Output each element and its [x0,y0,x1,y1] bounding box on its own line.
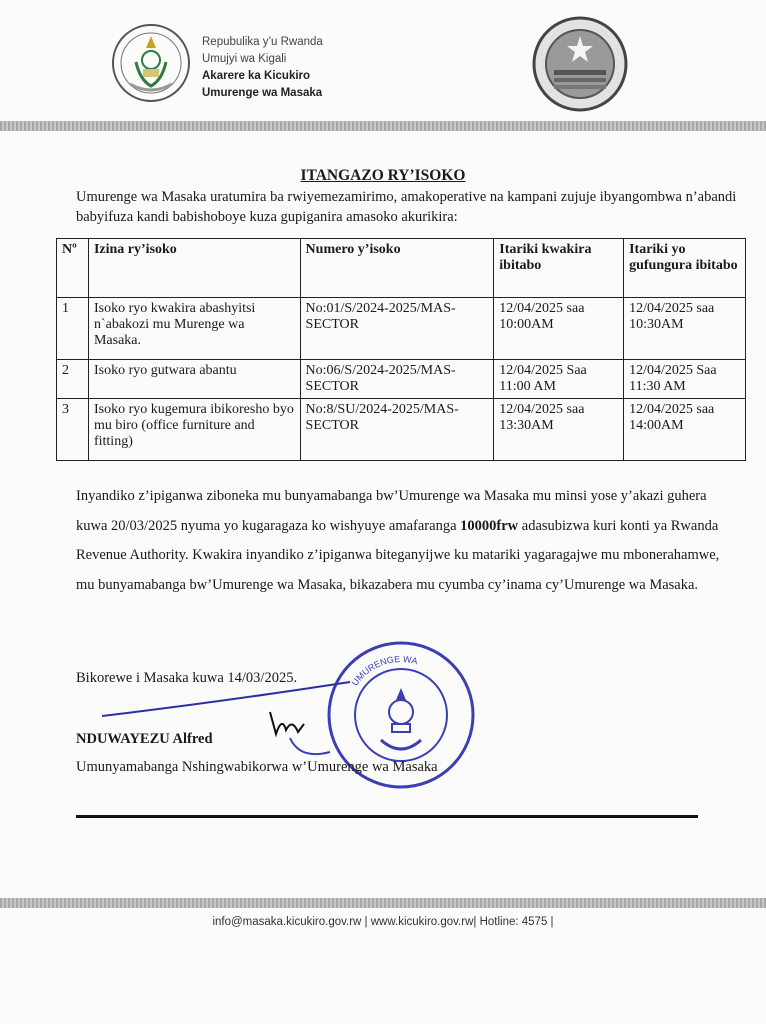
cell-number: 2 [57,360,89,399]
header-institution-text [202,34,323,102]
header-line-district: Akarere ka Kicukiro [202,70,311,82]
cell-submission-date: 12/04/2025 saa 13:30AM [494,399,624,461]
intro-paragraph: Umurenge wa Masaka uratumira ba rwiyemezamirimo, amakoperative na kampani zujuje ibyangombwa n’abandi babyifuza kandi babishoboye kuza gupiganira amasoko akurikira: [76,189,737,225]
header-line-country: Repubulika y’u Rwanda [202,36,323,48]
district-seal-logo [530,14,630,114]
cell-submission-date: 12/04/2025 saa 10:00AM [494,298,624,360]
cell-tender-name: Isoko ryo kugemura ibikoresho byo mu biro (office furniture and fitting) [88,399,300,461]
cell-tender-name: Isoko ryo kwakira abashyitsi n`abakozi mu Murenge wa Masaka. [88,298,300,360]
body-text-part1: Inyandiko z’ipiganwa ziboneka mu bunyamabanga bw’Umurenge wa Masaka mu minsi yose y’akazi guhera kuwa 20/03/2025 nyuma yo kugaragaza ko wishyuye amafaranga [76,488,707,534]
fee-amount: 10000frw [460,517,519,534]
table-header-row [57,239,746,298]
footer-divider-band [0,898,766,908]
cell-opening-date: 12/04/2025 saa 14:00AM [624,399,746,461]
signature-rule [76,815,698,818]
table-row [57,298,746,360]
col-header-tender-number: Numero y’isoko [300,239,494,298]
stamp-arc-text: UMURENGE WA [349,653,419,688]
cell-opening-date: 12/04/2025 saa 10:30AM [624,298,746,360]
issue-date-line: Bikorewe i Masaka kuwa 14/03/2025. [76,670,298,686]
col-header-tender-name: Izina ry’isoko [88,239,300,298]
tender-table [56,238,746,461]
page-title: ITANGAZO RY’ISOKO [300,167,466,184]
rwanda-coat-of-arms-logo [110,22,192,104]
table-row [57,360,746,399]
header-divider-band [0,121,766,131]
signer-name: NDUWAYEZU Alfred [76,731,213,747]
header-line-city: Umujyi wa Kigali [202,53,287,65]
body-paragraph [76,482,726,600]
col-header-opening-date: Itariki yo gufungura ibitabo [624,239,746,298]
cell-tender-name: Isoko ryo gutwara abantu [88,360,300,399]
col-header-number: Nº [57,239,89,298]
cell-tender-number: No:06/S/2024-2025/MAS-SECTOR [300,360,494,399]
col-header-submission-date: Itariki kwakira ibitabo [494,239,624,298]
cell-number: 1 [57,298,89,360]
cell-tender-number: No:8/SU/2024-2025/MAS-SECTOR [300,399,494,461]
footer-contact: info@masaka.kicukiro.gov.rw | www.kicukiro.gov.rw| Hotline: 4575 | [212,916,554,928]
cell-submission-date: 12/04/2025 Saa 11:00 AM [494,360,624,399]
signer-role: Umunyamabanga Nshingwabikorwa w’Umurenge wa Masaka [76,759,438,775]
header-line-sector: Umurenge wa Masaka [202,87,323,99]
cell-tender-number: No:01/S/2024-2025/MAS-SECTOR [300,298,494,360]
table-row [57,399,746,461]
cell-opening-date: 12/04/2025 Saa 11:30 AM [624,360,746,399]
handwritten-signature [100,672,360,762]
body-text-part2: adasubizwa kuri konti ya Rwanda Revenue Authority. Kwakira inyandiko z’ipiganwa biteganyijwe ku matariki yagaragajwe mu mbonerahamwe, mu bunyamabanga bw’Umurenge wa Masaka, bikazabera mu cyumba cy’inama cy’Umurenge wa Masaka. [76,517,720,593]
cell-number: 3 [57,399,89,461]
